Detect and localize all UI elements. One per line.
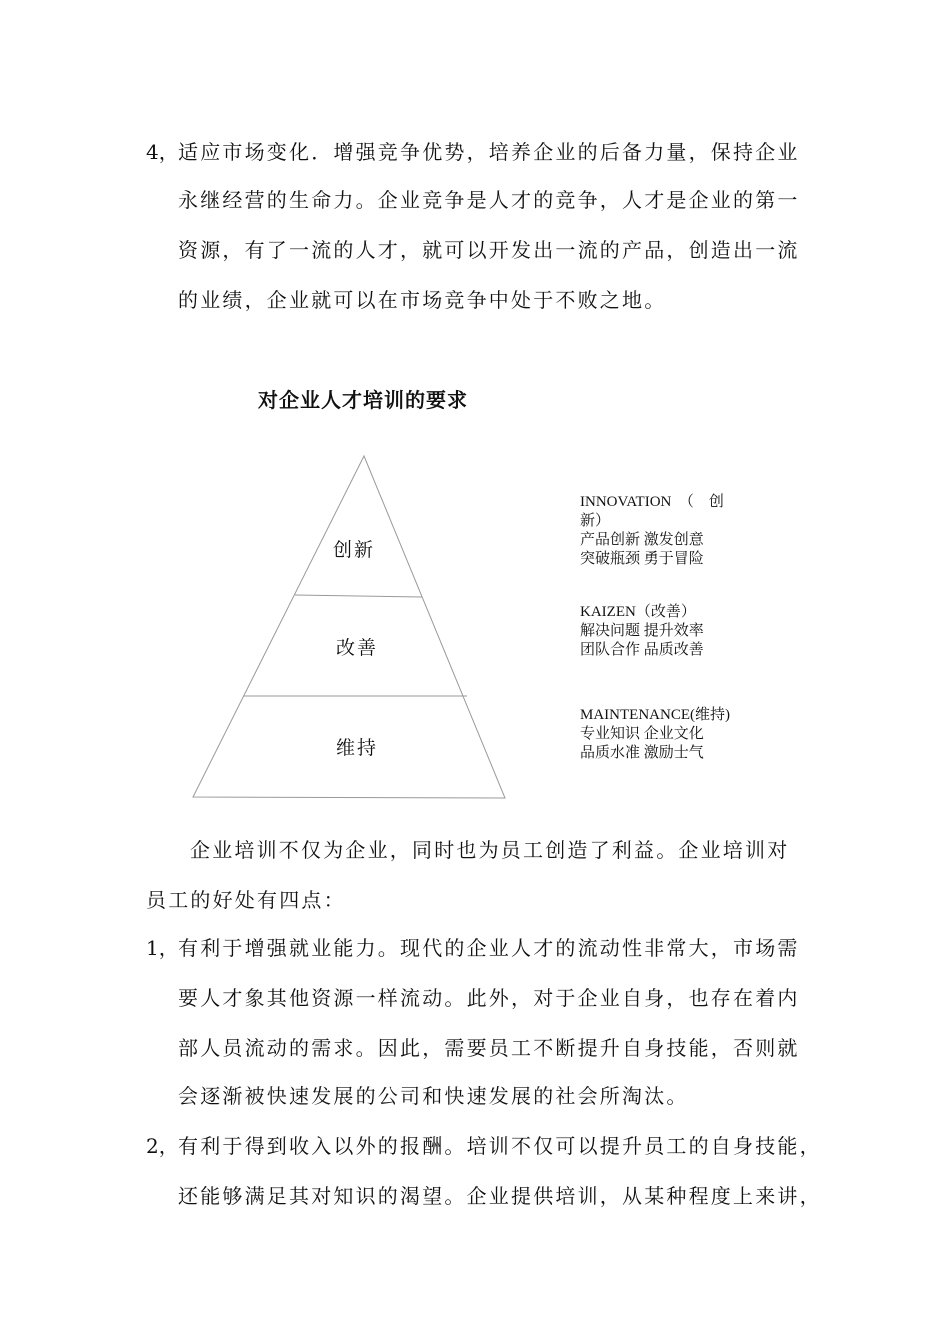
legend-maintenance-line-1: 专业知识 企业文化 xyxy=(580,726,704,742)
paragraph-4-line-3: 资源，有了一流的人才，就可以开发出一流的产品，创造出一流 xyxy=(178,238,800,262)
intro-line-1: 企业培训不仅为企业，同时也为员工创造了利益。企业培训对 xyxy=(190,838,790,862)
point-2-line-1: 有利于得到收入以外的报酬。培训不仅可以提升员工的自身技能， xyxy=(178,1134,822,1158)
point-2-number: 2， xyxy=(146,1134,179,1158)
pyramid-divider-top xyxy=(295,595,422,597)
legend-kaizen-line-2: 团队合作 品质改善 xyxy=(580,642,704,658)
legend-innovation-line-2: 突破瓶颈 勇于冒险 xyxy=(580,551,704,567)
point-1-line-1: 有利于增强就业能力。现代的企业人才的流动性非常大，市场需 xyxy=(178,936,800,960)
legend-kaizen-line-1: 解决问题 提升效率 xyxy=(580,623,704,639)
paragraph-4-line-2: 永继经营的生命力。企业竞争是人才的竞争，人才是企业的第一 xyxy=(178,188,800,212)
legend-innovation-line-1: 产品创新 激发创意 xyxy=(580,532,704,548)
legend-innovation-heading-2: 新） xyxy=(580,513,611,529)
pyramid-level-maintenance: 维持 xyxy=(336,737,379,759)
point-1-line-3: 部人员流动的需求。因此，需要员工不断提升自身技能，否则就 xyxy=(178,1036,800,1060)
legend-maintenance-line-2: 品质水准 激励士气 xyxy=(580,745,704,761)
paragraph-4-line-1: 适应市场变化．增强竞争优势，培养企业的后备力量，保持企业 xyxy=(178,140,800,164)
legend-kaizen-heading: KAIZEN（改善） xyxy=(580,604,696,620)
intro-line-2: 员工的好处有四点： xyxy=(146,888,346,912)
paragraph-4-line-4: 的业绩，企业就可以在市场竞争中处于不败之地。 xyxy=(178,288,667,312)
point-1-line-2: 要人才象其他资源一样流动。此外，对于企业自身，也存在着内 xyxy=(178,986,800,1010)
legend-innovation xyxy=(580,493,724,569)
pyramid-level-innovation: 创新 xyxy=(333,539,376,561)
pyramid-level-improvement: 改善 xyxy=(336,637,379,659)
point-2-line-2: 还能够满足其对知识的渴望。企业提供培训，从某种程度上来讲， xyxy=(178,1184,822,1208)
figure-title: 对企业人才培训的要求 xyxy=(258,388,468,412)
point-1-line-4: 会逐渐被快速发展的公司和快速发展的社会所淘汰。 xyxy=(178,1084,689,1108)
legend-innovation-heading-1: INNOVATION （ 创 xyxy=(580,494,724,510)
legend-maintenance-heading: MAINTENANCE(维持) xyxy=(580,707,730,723)
point-1-number: 1， xyxy=(146,936,179,960)
legend-kaizen xyxy=(580,603,704,660)
paragraph-4-number: 4， xyxy=(146,140,179,164)
legend-maintenance xyxy=(580,706,730,763)
